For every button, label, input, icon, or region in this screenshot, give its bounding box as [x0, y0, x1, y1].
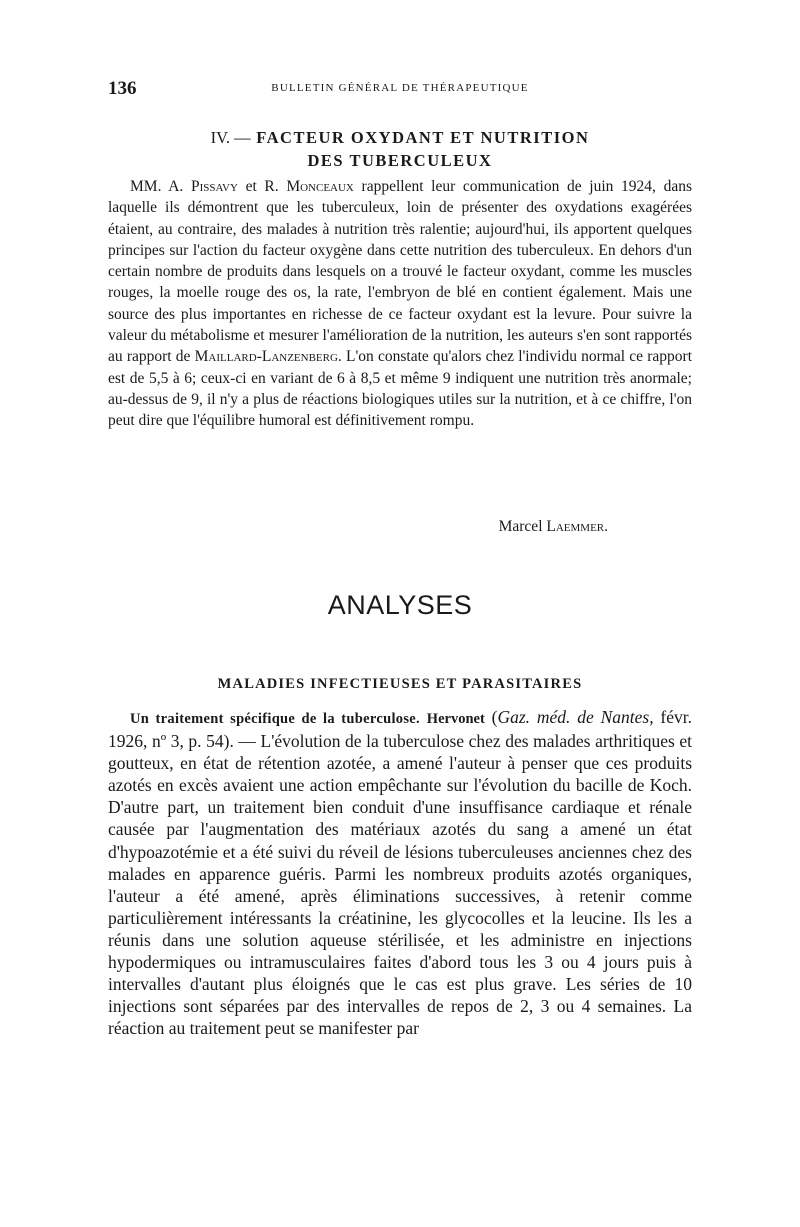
review-text: L'évolution de la tuberculose chez des malades arthritiques et goutteux, en état de rétention azotée, a amené l'auteur à penser que ces produits azotés en excès avaient une action empêchante sur l'évolution du bacille de Koch. D'autre part, un traitement bien conduit d'une insuffisance cardiaque et rénale causée par l'augmentation des matériaux azotés du sang a amené un état d'hypoazotémie et a été suivi du réveil de lésions tuberculeuses anciennes chez des malades en apparence guéris. Parmi les nombreux produits azotés organiques, l'auteur a été amené, après éliminations successives, à retenir comme particulièrement intéressants la créatinine, les glycocolles et la leucine. Ils les a réunis dans une solution aqueuse stérilisée, et les administre en injections hypodermiques ou intramusculaires faites d'abord tous les 3 ou 4 jours puis à intervalles d'autant plus éloignés que le cas est plus grave. Les séries de 10 injections sont séparées par des intervalles de repos de 2, 3 ou 4 semaines. La réaction au traitement peut se manifester par — [108, 731, 692, 1039]
review-title: Un traitement spécifique de la tuberculose. — [130, 711, 420, 727]
review-citation: févr. 1926, nº 3, p. 54). — — [108, 707, 692, 752]
category-heading: MALADIES INFECTIEUSES ET PARASITAIRES — [217, 676, 583, 692]
running-title: BULLETIN GÉNÉRAL DE THÉRAPEUTIQUE — [271, 82, 529, 94]
article-body — [108, 176, 692, 432]
section-heading — [108, 126, 692, 172]
signature-last-name: Laemmer. — [546, 518, 608, 535]
section-numeral: IV. — — [210, 128, 251, 147]
article-signature — [499, 518, 608, 536]
authors-prefix: MM. A. — [130, 178, 191, 195]
running-head — [108, 78, 692, 100]
section-title-line1: FACTEUR OXYDANT ET NUTRITION — [256, 128, 590, 147]
article-paragraph — [108, 176, 692, 432]
review-journal: Gaz. méd. de Nantes, — [497, 707, 654, 727]
review-author: Hervonet — [426, 711, 485, 727]
review-body — [108, 706, 692, 1039]
author-join: et R. — [237, 178, 287, 195]
author-pissavy: Pissavy — [190, 178, 238, 195]
page-number: 136 — [108, 78, 137, 99]
review-paragraph — [108, 706, 692, 1039]
ratio-name: Maillard-Lanzenberg — [194, 348, 338, 366]
signature-first-name: Marcel — [498, 518, 547, 535]
review-open-paren: ( — [484, 707, 498, 727]
section-heading-line1 — [108, 126, 692, 149]
section-title-line2: DES TUBERCULEUX — [307, 151, 493, 170]
analyses-title: ANALYSES — [327, 590, 473, 620]
paragraph-part2: . L'on constate qu'alors chez l'individu normal ce rapport est de 5,5 à 6; ceux-ci en variant de 6 à 8,5 et même 9 indiquent une nutrition très anormale; au-dessus de 9, il n'y a plus de réactions biologiques utiles sur la nutrition, et à ce chiffre, l'on peut dire que l'équilibre humoral est définitivement rompu. — [108, 348, 692, 430]
paragraph-part1: rappellent leur communication de juin 1924, dans laquelle ils démontrent que les tuberculeux, loin de présenter des oxydations exagérées étaient, au contraire, des malades à nutrition très ralentie; aujourd'hui, ils apportent quelques principes sur l'action du facteur oxygène dans cette nutrition des tuberculeux. En dehors d'un certain nombre de produits dans lesquels on a trouvé le facteur oxydant, comme les muscles rouges, la moelle rouge des os, la rate, l'embryon de blé en contient également. Mais une source des plus importantes en richesse de ce facteur oxydant est la levure. Pour suivre la valeur du métabolisme et mesurer l'amélioration de la nutrition, les auteurs s'en sont rapportés au rapport de — [108, 178, 693, 366]
author-monceaux: Monceaux — [286, 178, 354, 195]
